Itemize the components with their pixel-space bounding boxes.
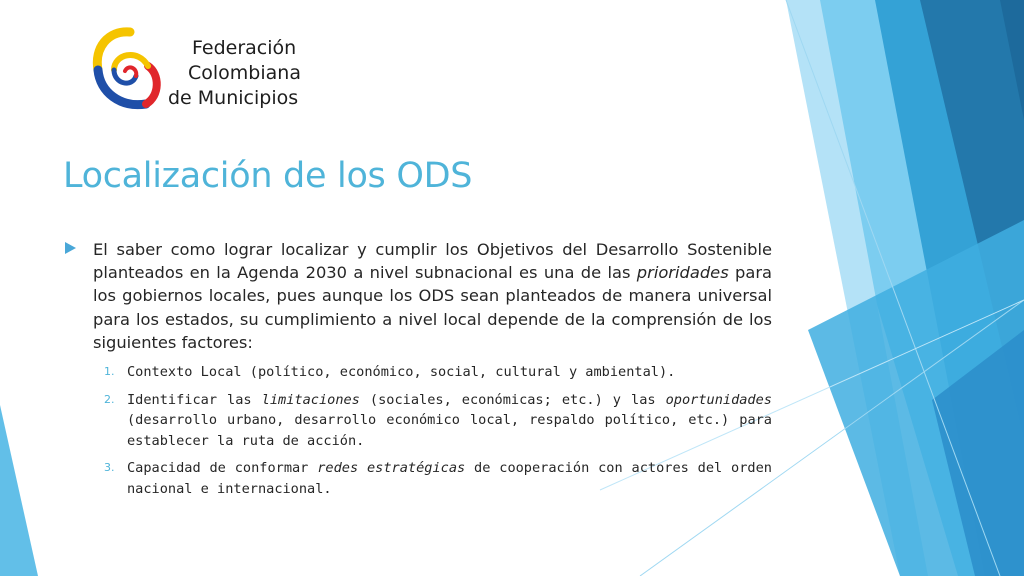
- list-number: 3.: [104, 461, 115, 475]
- list-item-text: de cooperación con actores del orden nacional e internacional.: [127, 460, 772, 497]
- list-item-emphasis: limitaciones: [261, 391, 360, 408]
- list-item: [97, 458, 772, 499]
- slide-title: Localización de los ODS: [63, 156, 473, 196]
- logo-line-2: Colombiana: [188, 62, 301, 84]
- list-number: 1.: [104, 365, 115, 379]
- list-item: [97, 390, 772, 452]
- factors-list: [65, 362, 772, 499]
- arrow-bullet-icon: [65, 242, 76, 254]
- logo-line-1: Federación: [192, 37, 297, 59]
- bullet-text-part-2: para los gobiernos locales, pues aunque los ODS sean planteados de manera universal para los estados, su cumplimiento a nivel local depende de la comprensión de los siguientes factores:: [93, 263, 772, 352]
- list-item-text: Contexto Local (político, económico, social, cultural y ambiental).: [127, 364, 676, 381]
- federation-logo: [90, 26, 330, 118]
- spiral-emblem-icon: [90, 26, 162, 116]
- list-item-text: (sociales, económicas; etc.) y las: [359, 391, 666, 408]
- slide-content: [65, 238, 772, 506]
- bullet-text-part-1: El saber como lograr localizar y cumplir los Objetivos del Desarrollo Sostenible planteados en la Agenda 2030 a nivel subnacional es una de las: [93, 240, 772, 283]
- list-number: 2.: [104, 392, 115, 406]
- list-item-text: Identificar las: [127, 391, 262, 408]
- bullet-item: [65, 238, 772, 354]
- bullet-text: [93, 238, 772, 354]
- list-item-emphasis: oportunidades: [665, 391, 772, 408]
- list-item-text: (desarrollo urbano, desarrollo económico local, respaldo político, etc.) para establecer la ruta de acción.: [127, 412, 772, 449]
- logo-line-3: de Municipios: [168, 87, 299, 109]
- list-item-text: Capacidad de conformar: [127, 460, 318, 477]
- bullet-text-emphasis: prioridades: [636, 263, 729, 283]
- list-item-emphasis: redes estratégicas: [317, 460, 466, 477]
- logo-text: [168, 36, 301, 111]
- list-item: [97, 362, 772, 383]
